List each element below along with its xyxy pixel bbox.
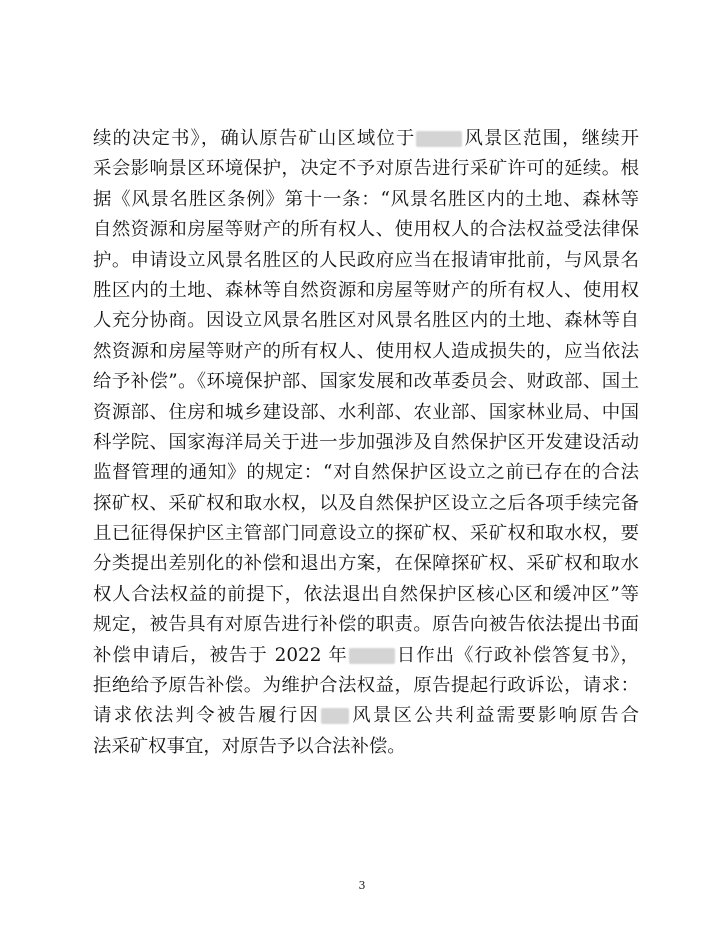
redaction-mark <box>349 648 395 664</box>
text-line: 补偿申请后，被告于 2022 年 日作出《行政补偿答复书》， <box>93 644 639 666</box>
text-line: 监督管理的通知》的规定：“对自然保护区设立之前已存在的合法 <box>93 462 639 484</box>
text-line: 胜区内的土地、森林等自然资源和房屋等财产的所有权人、使用权 <box>93 279 639 301</box>
text-line: 且已征得保护区主管部门同意设立的探矿权、采矿权和取水权，要 <box>93 523 639 545</box>
redaction-mark <box>416 131 462 147</box>
text-line: 人充分协商。因设立风景名胜区对风景名胜区内的土地、森林等自 <box>93 310 639 332</box>
redaction-mark <box>321 708 349 724</box>
text-line: 拒绝给予原告补偿。为维护合法权益，原告提起行政诉讼，请求： <box>93 675 639 697</box>
text-line: 据《风景名胜区条例》第十一条：“风景名胜区内的土地、森林等 <box>93 188 639 210</box>
text-line: 规定，被告具有对原告进行补偿的职责。原告向被告依法提出书面 <box>93 614 639 636</box>
text-line: 然资源和房屋等财产的所有权人、使用权人造成损失的，应当依法 <box>93 340 639 362</box>
text-line: 护。申请设立风景名胜区的人民政府应当在报请审批前，与风景名 <box>93 249 639 271</box>
page-number: 3 <box>358 879 366 892</box>
text-line: 探矿权、采矿权和取水权，以及自然保护区设立之后各项手续完备 <box>93 492 639 514</box>
text-line: 请求依法判令被告履行因 风景区公共利益需要影响原告合 <box>93 705 639 727</box>
text-line: 资源部、住房和城乡建设部、水利部、农业部、国家林业局、中国 <box>93 401 639 423</box>
text-line: 自然资源和房屋等财产的所有权人、使用权人的合法权益受法律保 <box>93 219 639 241</box>
text-line: 给予补偿”。《环境保护部、国家发展和改革委员会、财政部、国土 <box>93 371 639 393</box>
document-body <box>93 124 639 762</box>
text-line: 法采矿权事宜，对原告予以合法补偿。 <box>93 735 406 757</box>
text-line: 采会影响景区环境保护，决定不予对原告进行采矿许可的延续。根 <box>93 158 639 180</box>
text-line: 权人合法权益的前提下，依法退出自然保护区核心区和缓冲区”等 <box>93 583 639 605</box>
text-line: 续的决定书》，确认原告矿山区域位于 风景区范围，继续开 <box>93 128 639 149</box>
text-line: 分类提出差别化的补偿和退出方案，在保障探矿权、采矿权和取水 <box>93 553 639 575</box>
text-line: 科学院、国家海洋局关于进一步加强涉及自然保护区开发建设活动 <box>93 431 639 453</box>
